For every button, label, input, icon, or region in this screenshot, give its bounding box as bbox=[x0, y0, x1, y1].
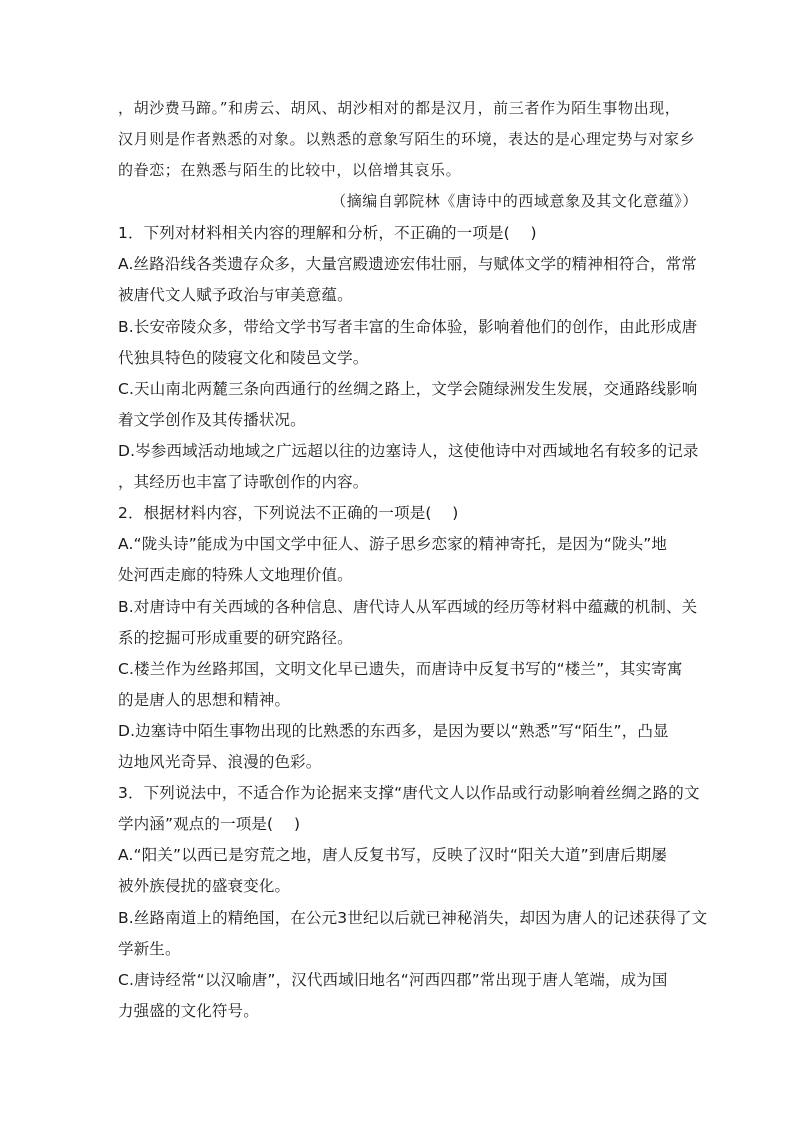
question-3-option-b: 学新生。 bbox=[118, 940, 181, 958]
question-1-stem: 1．下列对材料相关内容的理解和分析，不正确的一项是( ) bbox=[118, 224, 537, 242]
question-1-option-c: C.天山南北两麓三条向西通行的丝绸之路上，文学会随绿洲发生发展，交通路线影响 bbox=[118, 380, 698, 398]
question-3-option-b: B.丝路南道上的精绝国，在公元3世纪以后就已神秘消失，却因为唐人的记述获得了文 bbox=[118, 909, 708, 927]
question-2-option-d: 边地风光奇异、浪漫的色彩。 bbox=[118, 753, 322, 771]
question-3-option-a: A.“阳关”以西已是穷荒之地，唐人反复书写，反映了汉时“阳关大道”到唐后期屡 bbox=[118, 846, 668, 864]
question-1-option-d: D.岑参西域活动地域之广远超以往的边塞诗人，这使他诗中对西域地名有较多的记录 bbox=[118, 442, 699, 460]
question-2-option-b: 系的挖掘可形成重要的研究路径。 bbox=[118, 629, 353, 647]
question-2-option-c: 的是唐人的思想和精神。 bbox=[118, 691, 291, 709]
question-1-option-d: ，其经历也丰富了诗歌创作的内容。 bbox=[118, 473, 369, 491]
question-2-option-d: D.边塞诗中陌生事物出现的比熟悉的东西多，是因为要以“熟悉”写“陌生”，凸显 bbox=[118, 722, 669, 740]
passage-line: 的眷恋；在熟悉与陌生的比较中，以倍增其哀乐。 bbox=[118, 161, 462, 179]
question-1-option-b: B.长安帝陵众多，带给文学书写者丰富的生命体验，影响着他们的创作，由此形成唐 bbox=[118, 318, 698, 336]
question-1-option-a: 被唐代文人赋予政治与审美意蕴。 bbox=[118, 286, 353, 304]
question-3-option-c: C.唐诗经常“以汉喻唐”，汉代西域旧地名“河西四郡”常出现于唐人笔端，成为国 bbox=[118, 971, 668, 989]
question-2-option-a: A.“陇头诗”能成为中国文学中征人、游子思乡恋家的精神寄托，是因为“陇头”地 bbox=[118, 535, 668, 553]
question-2-option-a: 处河西走廊的特殊人文地理价值。 bbox=[118, 566, 353, 584]
passage-source: （摘编自郭院林《唐诗中的西域意象及其文化意蕴》） bbox=[331, 192, 698, 210]
question-2-stem: 2．根据材料内容，下列说法不正确的一项是( ) bbox=[118, 504, 459, 522]
question-2-option-c: C.楼兰作为丝路邦国，文明文化早已遗失，而唐诗中反复书写的“楼兰”，其实寄寓 bbox=[118, 660, 683, 678]
passage-line: 汉月则是作者熟悉的对象。以熟悉的意象写陌生的环境，表达的是心理定势与对家乡 bbox=[118, 130, 696, 148]
question-3-option-a: 被外族侵扰的盛衰变化。 bbox=[118, 877, 291, 895]
question-3-option-c: 力强盛的文化符号。 bbox=[118, 1002, 259, 1020]
question-3-stem: 学内涵”观点的一项是( ) bbox=[118, 815, 301, 833]
passage-line: ，胡沙费马蹄。”和虏云、胡风、胡沙相对的都是汉月，前三者作为陌生事物出现， bbox=[118, 99, 681, 117]
question-1-option-c: 着文学创作及其传播状况。 bbox=[118, 411, 306, 429]
question-1-option-b: 代独具特色的陵寝文化和陵邑文学。 bbox=[118, 349, 369, 367]
question-1-option-a: A.丝路沿线各类遗存众多，大量宫殿遗迹宏伟壮丽，与赋体文学的精神相符合，常常 bbox=[118, 255, 697, 273]
question-2-option-b: B.对唐诗中有关西域的各种信息、唐代诗人从军西域的经历等材料中蕴藏的机制、关 bbox=[118, 598, 698, 616]
question-3-stem: 3．下列说法中，不适合作为论据来支撑“唐代文人以作品或行动影响着丝绸之路的文 bbox=[118, 784, 700, 802]
